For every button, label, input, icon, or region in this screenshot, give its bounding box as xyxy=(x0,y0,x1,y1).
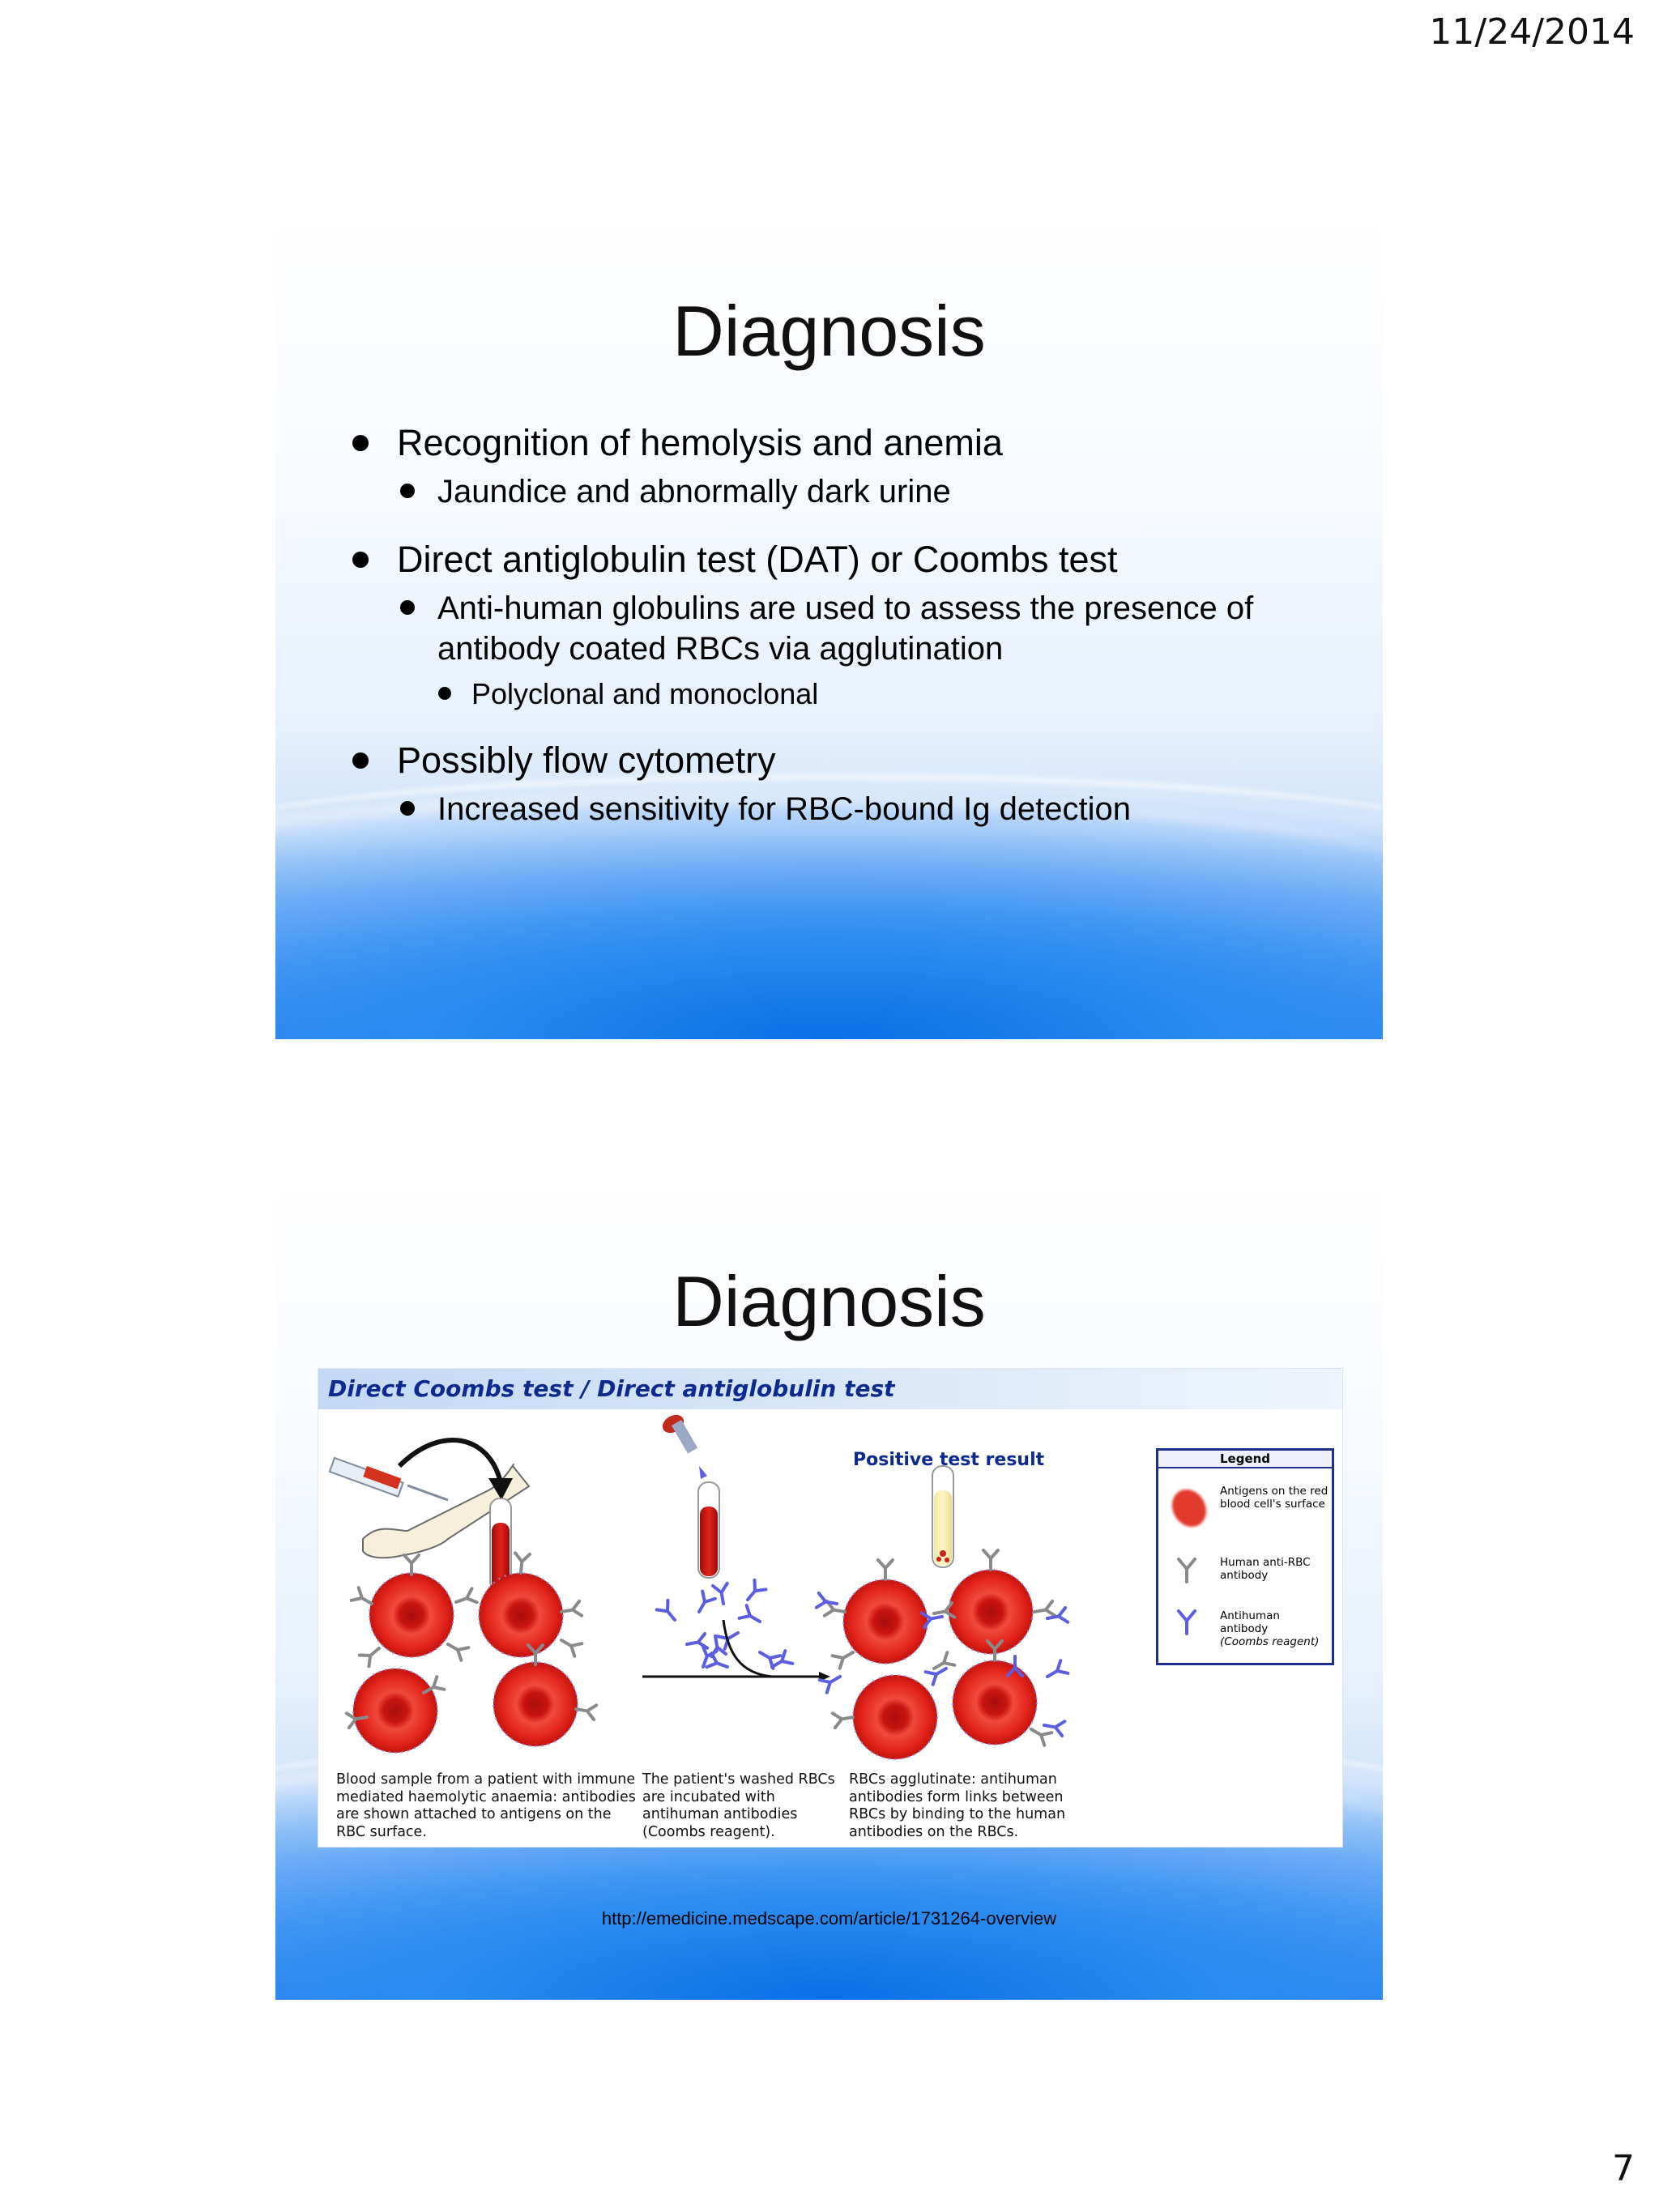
antihuman-antibody-icon xyxy=(1175,1606,1199,1635)
bullet-text: Recognition of hemolysis and anemia xyxy=(397,422,1003,463)
legend-item-antihuman-antibody xyxy=(1220,1609,1328,1648)
bullet-dot-icon xyxy=(352,752,369,769)
rbc-cluster-patient xyxy=(347,1553,596,1753)
bullet-level-1 xyxy=(352,538,1334,582)
bullet-text: Increased sensitivity for RBC-bound Ig detection xyxy=(437,791,1131,827)
legend-title: Legend xyxy=(1158,1451,1332,1468)
legend-item-note: (Coombs reagent) xyxy=(1220,1635,1320,1648)
bullet-level-2 xyxy=(352,789,1334,829)
washed-rbc-tube-icon xyxy=(698,1482,719,1578)
page-number: 7 xyxy=(1612,2148,1635,2189)
anti-rbc-antibody-icon xyxy=(1175,1554,1199,1583)
bullet-level-2 xyxy=(352,588,1334,669)
figure-legend xyxy=(1156,1448,1334,1665)
figure-header: Direct Coombs test / Direct antiglobulin test xyxy=(318,1369,1342,1409)
syringe-icon xyxy=(330,1458,448,1500)
legend-item-text: Antihuman antibody xyxy=(1220,1609,1280,1635)
caption-incubation: The patient's washed RBCs are incubated with antihuman antibodies (Coombs reagent). xyxy=(642,1771,835,1840)
rbc-cluster-agglutinated xyxy=(817,1550,1068,1759)
slide-title: Diagnosis xyxy=(672,291,986,371)
bullet-level-1 xyxy=(352,739,1334,782)
bullet-dot-icon xyxy=(352,552,369,568)
slide-title: Diagnosis xyxy=(672,1261,986,1341)
bullet-text: Jaundice and abnormally dark urine xyxy=(437,474,951,509)
page-date: 11/24/2014 xyxy=(1429,11,1635,53)
bullet-dot-icon xyxy=(400,600,415,615)
bullet-dot-icon xyxy=(438,687,451,700)
source-link[interactable]: http://emedicine.medscape.com/article/1731264-overview xyxy=(601,1908,1057,1929)
caption-agglutination: RBCs agglutinate: antihuman antibodies form links between RBCs by binding to the human antibodies on the RBCs. xyxy=(849,1771,1066,1840)
bullet-dot-icon xyxy=(352,435,369,451)
coombs-test-figure xyxy=(318,1368,1343,1848)
bullet-level-3 xyxy=(352,676,1334,713)
rbc-antigen-icon xyxy=(1166,1483,1212,1533)
bullet-text: Polyclonal and monoclonal xyxy=(471,677,819,710)
legend-item-human-antibody: Human anti-RBC antibody xyxy=(1220,1556,1311,1582)
bullet-text: Possibly flow cytometry xyxy=(397,739,776,781)
bullet-list xyxy=(352,421,1334,829)
bullet-dot-icon xyxy=(400,801,415,816)
legend-item-antigens: Antigens on the red blood cell's surface xyxy=(1220,1485,1328,1511)
positive-result-label: Positive test result xyxy=(853,1450,1045,1470)
curved-arrow-icon xyxy=(399,1440,501,1482)
positive-result-tube-icon xyxy=(932,1466,953,1567)
bullet-level-1 xyxy=(352,421,1334,465)
bullet-level-2 xyxy=(352,471,1334,512)
process-arrow-icon xyxy=(642,1620,830,1681)
slide-2 xyxy=(275,1170,1383,2000)
bullet-dot-icon xyxy=(400,484,415,498)
bullet-text: Direct antiglobulin test (DAT) or Coombs test xyxy=(397,539,1118,580)
bullet-text: Anti-human globulins are used to assess the presence of antibody coated RBCs via agglutination xyxy=(437,590,1254,667)
caption-patient-sample: Blood sample from a patient with immune mediated haemolytic anaemia: antibodies are shown attached to antigens on the RBC surface. xyxy=(336,1771,636,1840)
dropper-icon xyxy=(659,1411,707,1479)
slide-1 xyxy=(275,209,1383,1039)
